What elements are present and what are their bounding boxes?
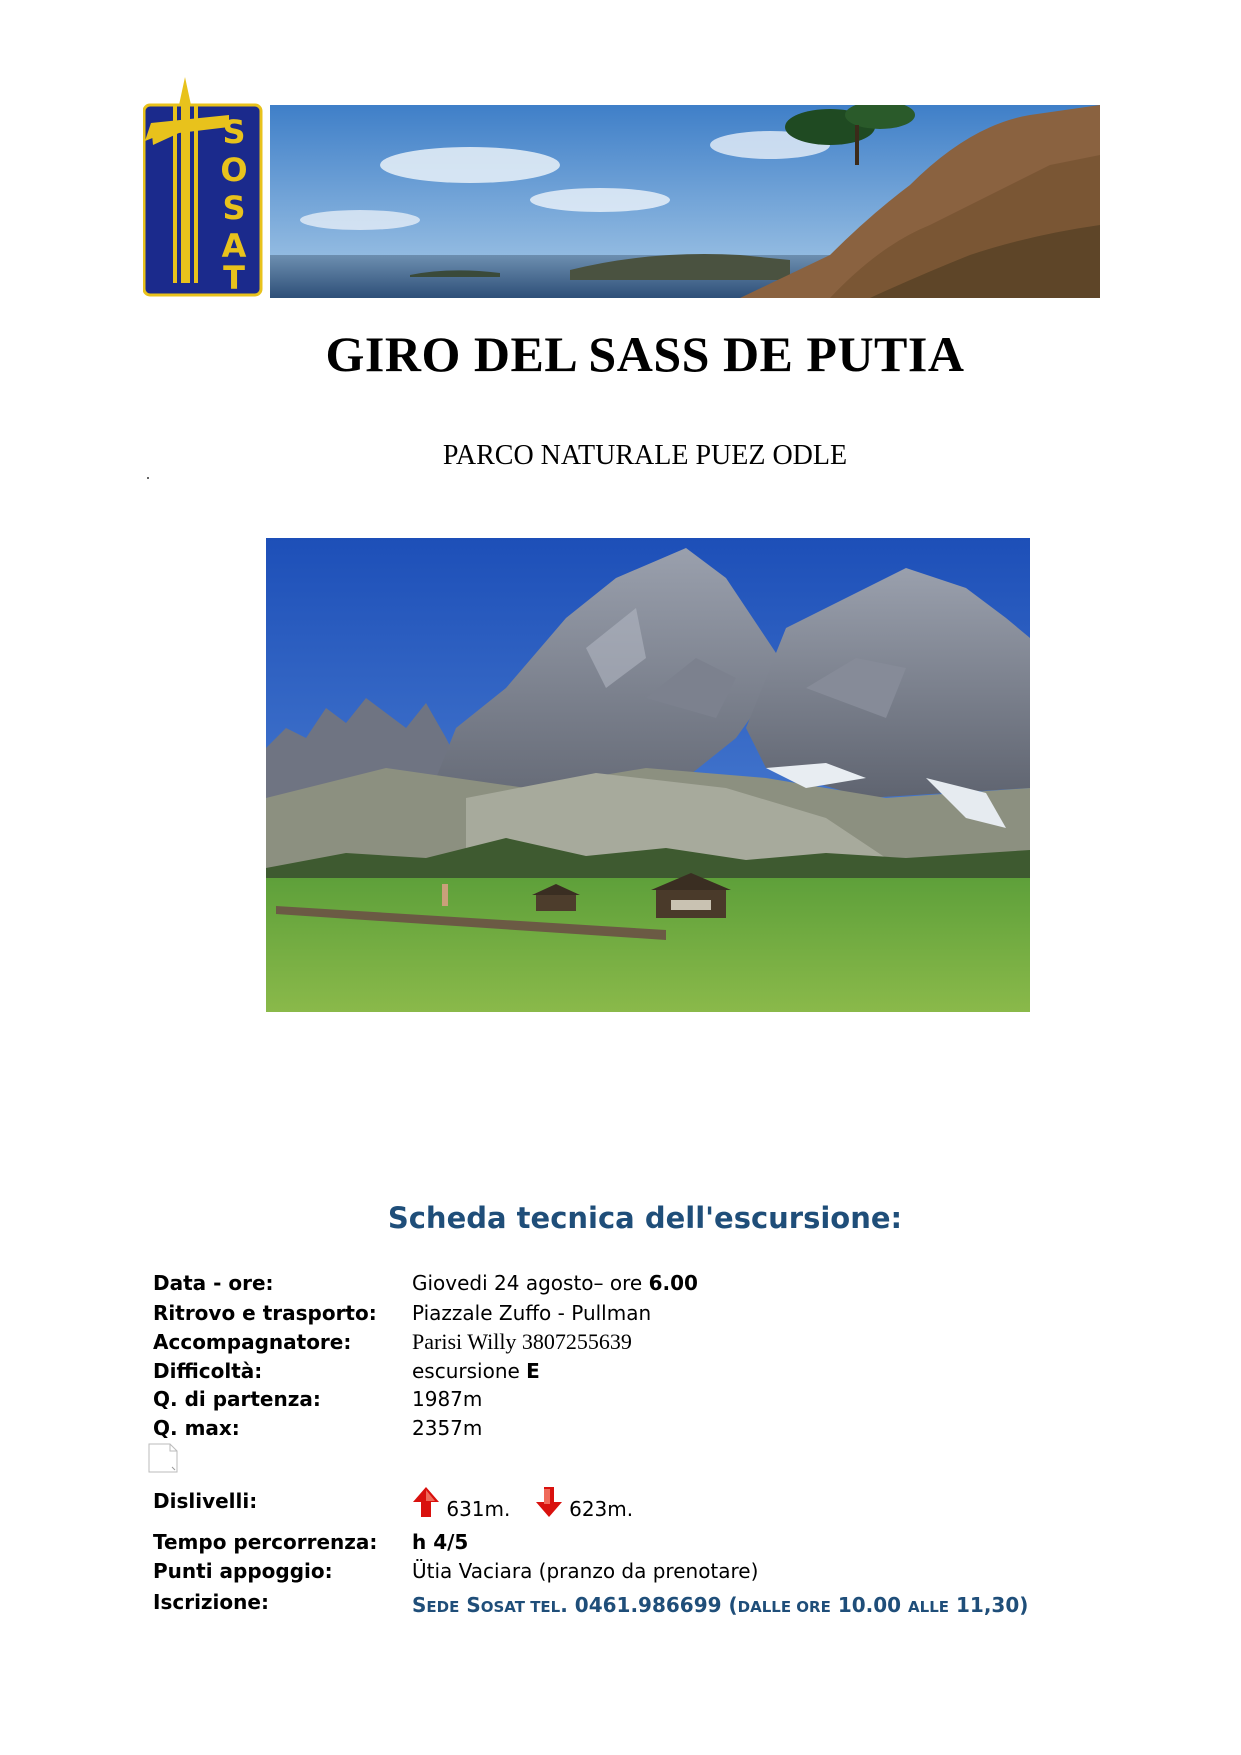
svg-text:S: S (222, 189, 246, 227)
detail-label: Q. max: (153, 1416, 240, 1440)
detail-label: Accompagnatore: (153, 1330, 352, 1354)
detail-value: 2357m (412, 1416, 483, 1440)
detail-value: Piazzale Zuffo - Pullman (412, 1301, 652, 1325)
detail-label: Iscrizione: (153, 1590, 269, 1614)
page-title: GIRO DEL SASS DE PUTIA (325, 326, 965, 382)
section-heading: Scheda tecnica dell'escursione: (387, 1201, 903, 1235)
detail-label: Data - ore: (153, 1271, 274, 1295)
detail-label: Punti appoggio: (153, 1559, 333, 1583)
descent-value: 623m. (569, 1497, 634, 1521)
detail-value: escursione E (412, 1359, 540, 1383)
registration-contact: SEDE SOSAT TEL. 0461.986699 (DALLE ORE 10.00 ALLE 11,30) (412, 1593, 1029, 1617)
stray-dot (147, 477, 149, 479)
detail-label: Difficoltà: (153, 1359, 263, 1383)
file-icon (148, 1443, 178, 1473)
detail-label: Tempo percorrenza: (153, 1530, 378, 1554)
svg-text:T: T (223, 259, 245, 297)
detail-value: h 4/5 (412, 1530, 469, 1554)
banner-image (270, 105, 1100, 298)
svg-text:O: O (220, 151, 248, 189)
arrow-up-icon (412, 1486, 440, 1518)
detail-value: Ütia Vaciara (pranzo da prenotare) (412, 1559, 759, 1583)
detail-value: 1987m (412, 1387, 483, 1411)
svg-text:S: S (222, 113, 246, 151)
ascent-value: 631m. (446, 1497, 511, 1521)
detail-value: Parisi Willy 3807255639 (412, 1329, 632, 1354)
detail-label: Q. di partenza: (153, 1387, 321, 1411)
dislivelli-values (412, 1486, 633, 1519)
detail-value: Giovedi 24 agosto– ore 6.00 (412, 1271, 698, 1295)
page-subtitle: PARCO NATURALE PUEZ ODLE (442, 440, 848, 471)
arrow-down-icon (535, 1486, 563, 1518)
detail-label: Dislivelli: (153, 1489, 258, 1513)
detail-label: Ritrovo e trasporto: (153, 1301, 377, 1325)
sosat-logo (143, 77, 263, 297)
svg-text:A: A (221, 227, 247, 265)
mountain-photo (266, 538, 1030, 1012)
